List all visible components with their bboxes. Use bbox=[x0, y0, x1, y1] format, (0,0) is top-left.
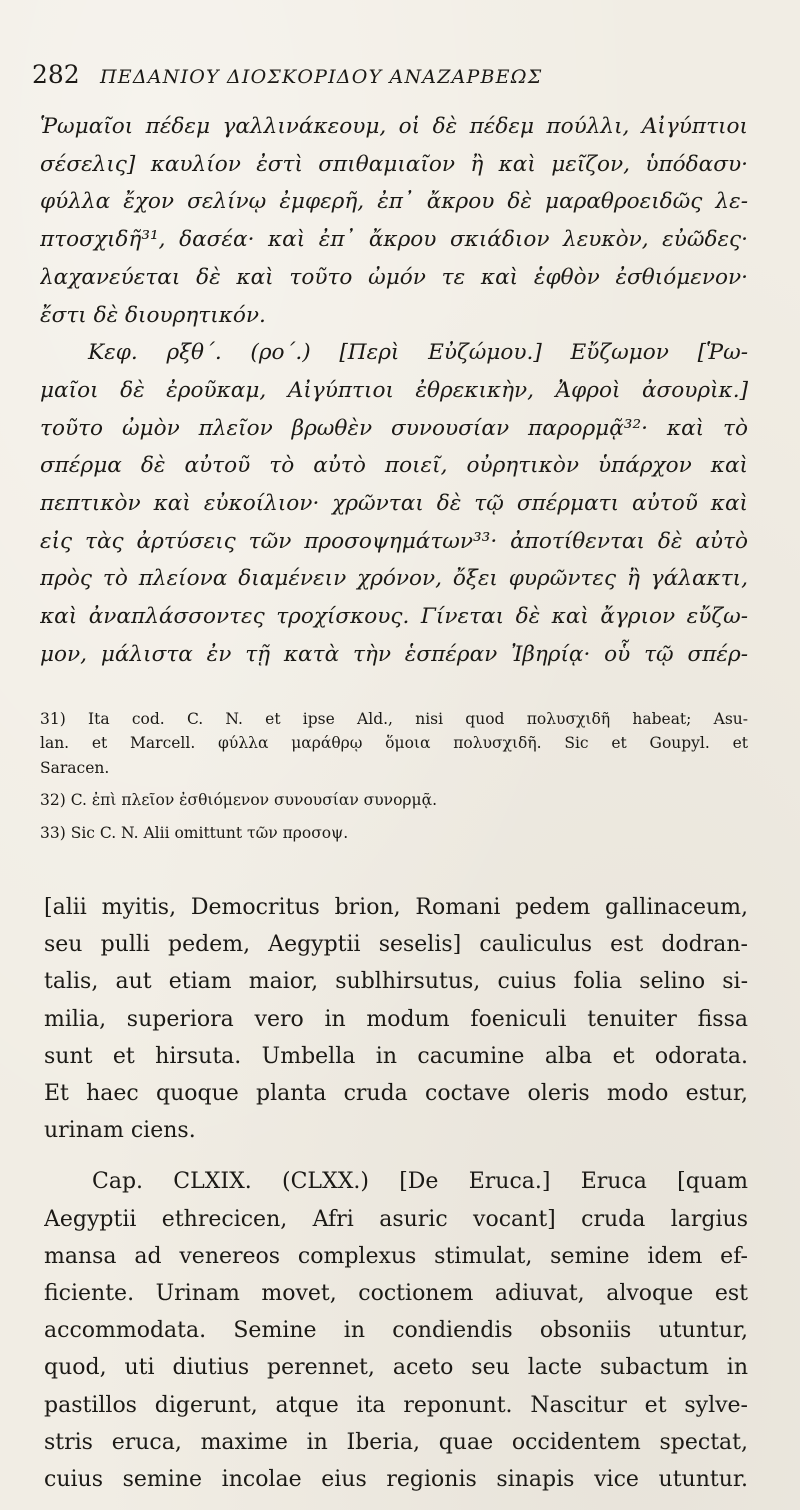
greek-line: πεπτικὸν καὶ εὐκοίλιον· χρῶνται δὲ τῷ σπέρματι αὐτοῦ καὶ bbox=[40, 491, 748, 517]
latin-line: sunt et hirsuta. Umbella in cacumine alba et odorata. bbox=[44, 1043, 748, 1069]
greek-line: σπέρμα δὲ αὐτοῦ τὸ αὐτὸ ποιεῖ, οὐρητικὸν ὑπάρχον καὶ bbox=[40, 453, 748, 479]
latin-text-block bbox=[40, 889, 748, 1498]
latin-line: Aegyptii ethrecicen, Afri asuric vocant] cruda largius bbox=[44, 1206, 748, 1232]
greek-chapter-heading-line: Κεφ. ρξθ΄. (ρο΄.) [Περὶ Εὐζώμου.] Εὔζωμον [Ῥω- bbox=[88, 340, 748, 366]
greek-line: ἔστι δὲ διουρητικόν. bbox=[40, 302, 266, 328]
latin-chapter-heading-line: Cap. CLXIX. (CLXX.) [De Eruca.] Eruca [quam bbox=[92, 1169, 748, 1195]
greek-line: πρὸς τὸ πλείονα διαμένειν χρόνον, ὄξει φυρῶντες ἢ γάλακτι, bbox=[40, 566, 748, 592]
greek-line: σέσελις] καυλίον ἐστὶ σπιθαμιαῖον ἢ καὶ μεῖζον, ὑπόδασυ· bbox=[40, 151, 748, 177]
latin-line: seu pulli pedem, Aegyptii seselis] cauliculus est dodran- bbox=[44, 932, 748, 958]
greek-line: Ῥωμαῖοι πέδεμ γαλλινάκεουμ, οἱ δὲ πέδεμ πούλλι, Αἰγύπτιοι bbox=[40, 114, 748, 139]
greek-line: τοῦτο ὠμὸν πλεῖον βρωθὲν συνουσίαν παρορμᾷ³²· καὶ τὸ bbox=[40, 415, 748, 441]
paragraph-gap bbox=[44, 1149, 748, 1163]
page-number: 282 bbox=[32, 60, 80, 89]
latin-line: stris eruca, maxime in Iberia, quae occidentem spectat, bbox=[44, 1429, 748, 1455]
latin-line: milia, superiora vero in modum foeniculi tenuiter fissa bbox=[44, 1006, 748, 1032]
greek-line: μαῖοι δὲ ἐροῦκαμ, Αἰγύπτιοι ἐθρεκικὴν, Ἀφροὶ ἀσουρὶκ.] bbox=[40, 377, 748, 403]
latin-line: urinam ciens. bbox=[44, 1118, 196, 1144]
footnote-33 bbox=[40, 821, 748, 846]
footnote-32 bbox=[40, 788, 748, 813]
greek-text-block bbox=[40, 108, 748, 674]
footnote-line: lan. et Marcell. φύλλα μαράθρῳ ὅμοια πολυσχιδῆ. Sic et Goupyl. et bbox=[40, 734, 748, 753]
greek-line: πτοσχιδῆ³¹, δασέα· καὶ ἐπ᾿ ἄκρου σκιάδιον λευκὸν, εὐῶδες· bbox=[40, 227, 748, 253]
latin-line: accommodata. Semine in condiendis obsoniis utuntur, bbox=[44, 1318, 748, 1344]
footnote-line: Saracen. bbox=[40, 758, 110, 777]
page-header bbox=[32, 60, 748, 102]
latin-line: [alii myitis, Democritus brion, Romani pedem gallinaceum, bbox=[44, 895, 748, 921]
latin-line: cuius semine incolae eius regionis sinapis vice utuntur. bbox=[44, 1467, 748, 1493]
greek-line: φύλλα ἔχον σελίνῳ ἐμφερῆ, ἐπ᾿ ἄκρου δὲ μαραθροειδῶς λε- bbox=[40, 189, 748, 215]
greek-line: μον, μάλιστα ἐν τῇ κατὰ τὴν ἑσπέραν Ἰβηρίᾳ· οὗ τῷ σπέρ- bbox=[40, 641, 748, 667]
latin-line: mansa ad venereos complexus stimulat, semine idem ef- bbox=[44, 1243, 748, 1269]
greek-line: λαχανεύεται δὲ καὶ τοῦτο ὠμόν τε καὶ ἑφθὸν ἐσθιόμενον· bbox=[40, 264, 748, 290]
footnote-31 bbox=[40, 707, 748, 781]
footnote-line: 31) Ita cod. C. N. et ipse Ald., nisi quod πολυσχιδῆ habeat; Asu- bbox=[40, 709, 748, 728]
footnote-line: 32) C. ἐπὶ πλεῖον ἐσθιόμενον συνουσίαν συνορμᾷ. bbox=[40, 791, 438, 810]
greek-line: εἰς τὰς ἀρτύσεις τῶν προσοψημάτων³³· ἀποτίθενται δὲ αὐτὸ bbox=[40, 528, 748, 554]
latin-line: Et haec quoque planta cruda coctave oleris modo estur, bbox=[44, 1081, 748, 1107]
latin-line: ficiente. Urinam movet, coctionem adiuvat, alvoque est bbox=[44, 1281, 748, 1307]
running-head: ΠΕΔΑΝΙΟΥ ΔΙΟΣΚΟΡΙΔΟΥ ΑΝΑΖΑΡΒΕΩΣ bbox=[100, 66, 543, 88]
footnote-line: 33) Sic C. N. Alii omittunt τῶν προσοψ. bbox=[40, 823, 349, 842]
latin-line: pastillos digerunt, atque ita reponunt. Nascitur et sylve- bbox=[44, 1392, 748, 1418]
latin-line: talis, aut etiam maior, sublhirsutus, cuius folia selino si- bbox=[44, 969, 748, 995]
latin-line: quod, uti diutius perennet, aceto seu lacte subactum in bbox=[44, 1355, 748, 1381]
greek-line: καὶ ἀναπλάσσοντες τροχίσκους. Γίνεται δὲ καὶ ἄγριον εὔζω- bbox=[40, 604, 748, 630]
footnotes bbox=[40, 707, 748, 846]
